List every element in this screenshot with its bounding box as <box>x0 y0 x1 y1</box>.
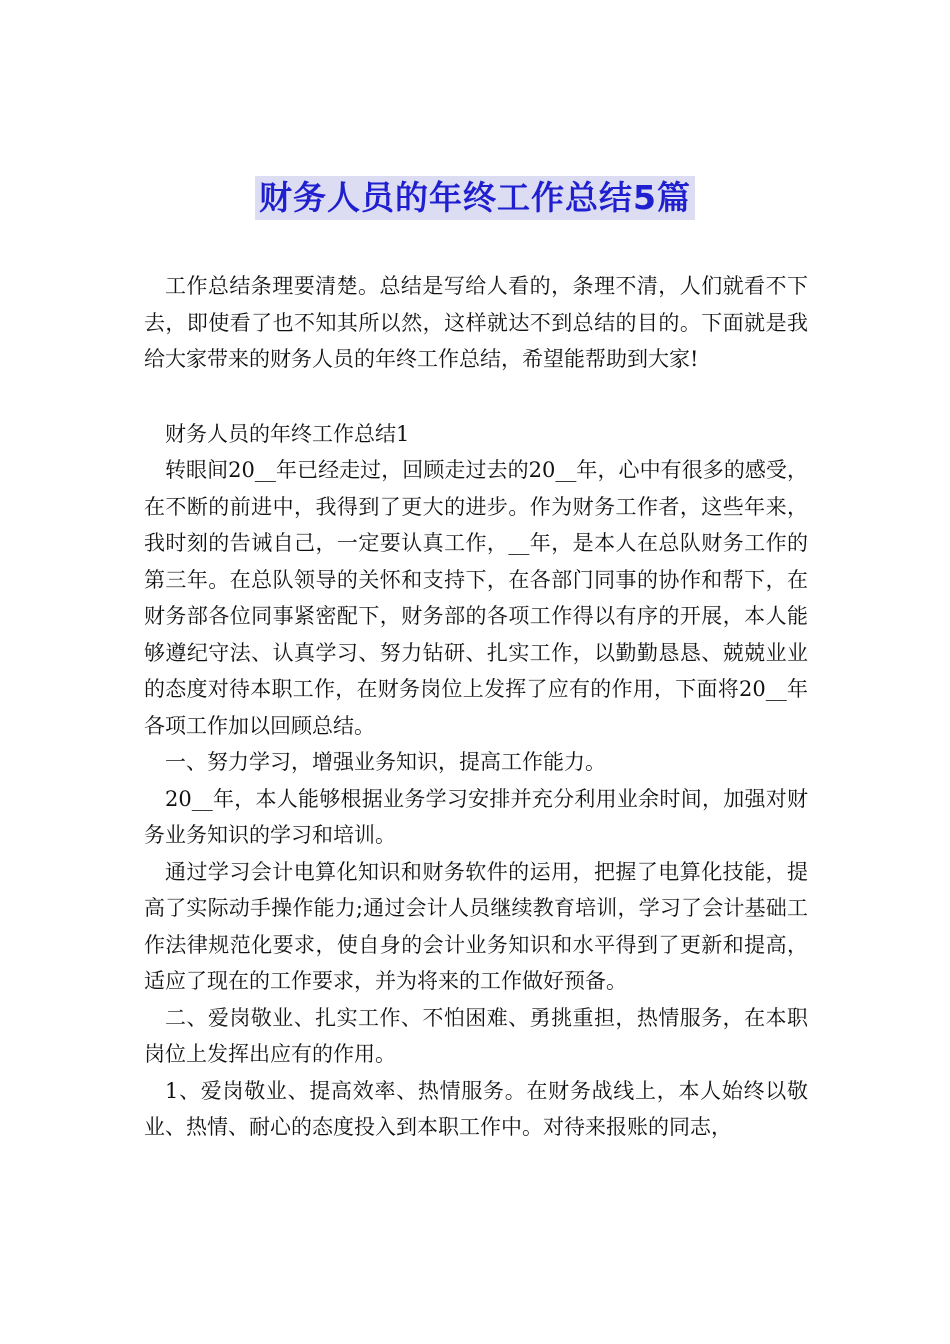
subheading-one: 一、努力学习，增强业务知识，提高工作能力。 <box>165 750 606 774</box>
title-container <box>0 176 950 220</box>
document-title: 财务人员的年终工作总结5篇 <box>255 176 695 220</box>
body-paragraph: 20__年，本人能够根据业务学习安排并充分利用业余时间，加强对财务业务知识的学习和培训。 <box>144 786 808 847</box>
intro-paragraph: 工作总结条理要清楚。总结是写给人看的，条理不清，人们就看不下去，即使看了也不知其所以然，这样就达不到总结的目的。下面就是我给大家带来的财务人员的年终工作总结，希望能帮助到大家! <box>144 274 808 371</box>
paragraph-spacer <box>144 378 808 416</box>
body-paragraph: 1、爱岗敬业、提高效率、热情服务。在财务战线上，本人始终以敬业、热情、耐心的态度投入到本职工作中。对待来报账的同志， <box>144 1078 808 1139</box>
section-heading: 财务人员的年终工作总结1 <box>165 421 410 446</box>
body-paragraph: 通过学习会计电算化知识和财务软件的运用，把握了电算化技能，提高了实际动手操作能力;通过会计人员继续教育培训，学习了会计基础工作法律规范化要求，使自身的会计业务知识和水平得到了更新和提高，适应了现在的工作要求，并为将来的工作做好预备。 <box>144 859 808 993</box>
body-paragraph: 转眼间20__年已经走过，回顾走过去的20__年，心中有很多的感受，在不断的前进中，我得到了更大的进步。作为财务工作者，这些年来，我时刻的告诫自己，一定要认真工作，__年，是本人在总队财务工作的第三年。在总队领导的关怀和支持下，在各部门同事的协作和帮下，在财务部各位同事紧密配下，财务部的各项工作得以有序的开展，本人能够遵纪守法、认真学习、努力钻研、扎实工作，以勤勤恳恳、兢兢业业的态度对待本职工作，在财务岗位上发挥了应有的作用，下面将20__年各项工作加以回顾总结。 <box>144 458 808 738</box>
document-body <box>144 268 808 1146</box>
subheading-two: 二、爱岗敬业、扎实工作、不怕困难、勇挑重担，热情服务，在本职岗位上发挥出应有的作用。 <box>144 1005 808 1066</box>
